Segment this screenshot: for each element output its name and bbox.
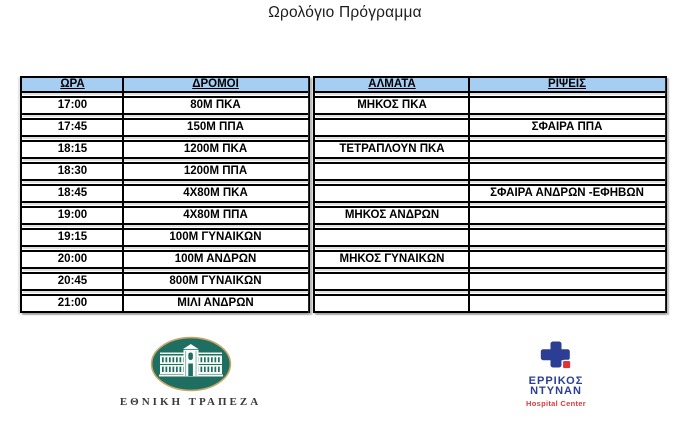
cell-time: 18:45 xyxy=(57,187,88,199)
cell-throw: ΣΦΑΙΡΑ ΑΝΔΡΩΝ -ΕΦΗΒΩΝ xyxy=(490,187,644,199)
page-title: Ωρολόγιο Πρόγραμμα xyxy=(268,4,422,21)
table-row xyxy=(315,184,665,203)
table-header-row xyxy=(22,76,308,93)
column-divider xyxy=(468,76,470,313)
table-row xyxy=(22,96,308,115)
table-row xyxy=(315,206,665,225)
cell-race: 100Μ ΑΝΔΡΩΝ xyxy=(174,253,257,265)
table-row xyxy=(315,118,665,137)
table-row xyxy=(22,250,308,269)
cell-race: 1200Μ ΠΠΑ xyxy=(183,165,248,177)
table-row xyxy=(22,228,308,247)
hospital-name-line2: ΝΤΥΝΑΝ xyxy=(530,384,582,397)
table-header-row xyxy=(315,76,665,93)
hospital-logo xyxy=(496,341,616,408)
cell-race: 4Χ80Μ ΠΚΑ xyxy=(183,187,248,199)
cell-jump: ΤΕΤΡΑΠΛΟΥΝ ΠΚΑ xyxy=(339,143,445,155)
cell-race: 100Μ ΓΥΝΑΙΚΩΝ xyxy=(169,231,262,243)
hospital-subtitle: Hospital Center xyxy=(526,398,586,408)
table-row xyxy=(315,140,665,159)
cell-time: 17:00 xyxy=(57,99,88,111)
cell-time: 17:45 xyxy=(57,121,88,133)
table-row xyxy=(22,140,308,159)
cell-throw: ΣΦΑΙΡΑ ΠΠΑ xyxy=(531,121,603,133)
cell-time: 20:45 xyxy=(57,275,88,287)
table-row xyxy=(315,272,665,291)
cell-jump: ΜΗΚΟΣ ΑΝΔΡΩΝ xyxy=(344,209,440,221)
cell-time: 19:00 xyxy=(57,209,88,221)
table-row xyxy=(22,294,308,313)
header-cell-races: ΔΡΟΜΟΙ xyxy=(192,78,239,90)
table-row xyxy=(315,96,665,115)
cell-jump: ΜΗΚΟΣ ΓΥΝΑΙΚΩΝ xyxy=(339,253,445,265)
cell-time: 20:00 xyxy=(57,253,88,265)
cell-race: 4Χ80Μ ΠΠΑ xyxy=(183,209,248,221)
cell-time: 18:30 xyxy=(57,165,88,177)
cell-race: 150Μ ΠΠΑ xyxy=(187,121,244,133)
header-cell-throws: ΡΙΨΕΙΣ xyxy=(548,78,586,90)
bank-logo xyxy=(113,336,268,408)
table-row xyxy=(22,162,308,181)
cell-time: 19:15 xyxy=(57,231,88,243)
bank-logo-label: ΕΘΝΙΚΗ ΤΡΑΠΕΖΑ xyxy=(119,396,262,408)
bank-emblem-icon xyxy=(150,336,232,392)
cell-jump: ΜΗΚΟΣ ΠΚΑ xyxy=(357,99,427,111)
table-row xyxy=(315,162,665,181)
table-row xyxy=(22,272,308,291)
hospital-name-line1: ΕΡΡΙΚΟΣ xyxy=(528,375,584,387)
header-cell-time: ΩΡΑ xyxy=(60,78,85,90)
table-row xyxy=(22,206,308,225)
table-row xyxy=(315,294,665,313)
table-row xyxy=(315,250,665,269)
schedule-table-right xyxy=(313,76,667,313)
cell-race: ΜΙΛΙ ΑΝΔΡΩΝ xyxy=(177,297,254,309)
cell-race: 80Μ ΠΚΑ xyxy=(190,99,241,111)
header-cell-jumps: ΑΛΜΑΤΑ xyxy=(368,78,416,90)
cell-time: 21:00 xyxy=(57,297,88,309)
schedule-table-left xyxy=(20,76,310,313)
hospital-cross-icon xyxy=(540,341,572,370)
cell-race: 800Μ ΓΥΝΑΙΚΩΝ xyxy=(169,275,262,287)
table-row xyxy=(22,184,308,203)
table-row xyxy=(22,118,308,137)
table-row xyxy=(315,228,665,247)
cell-time: 18:15 xyxy=(57,143,88,155)
cell-race: 1200Μ ΠΚΑ xyxy=(183,143,248,155)
column-divider xyxy=(122,76,124,313)
